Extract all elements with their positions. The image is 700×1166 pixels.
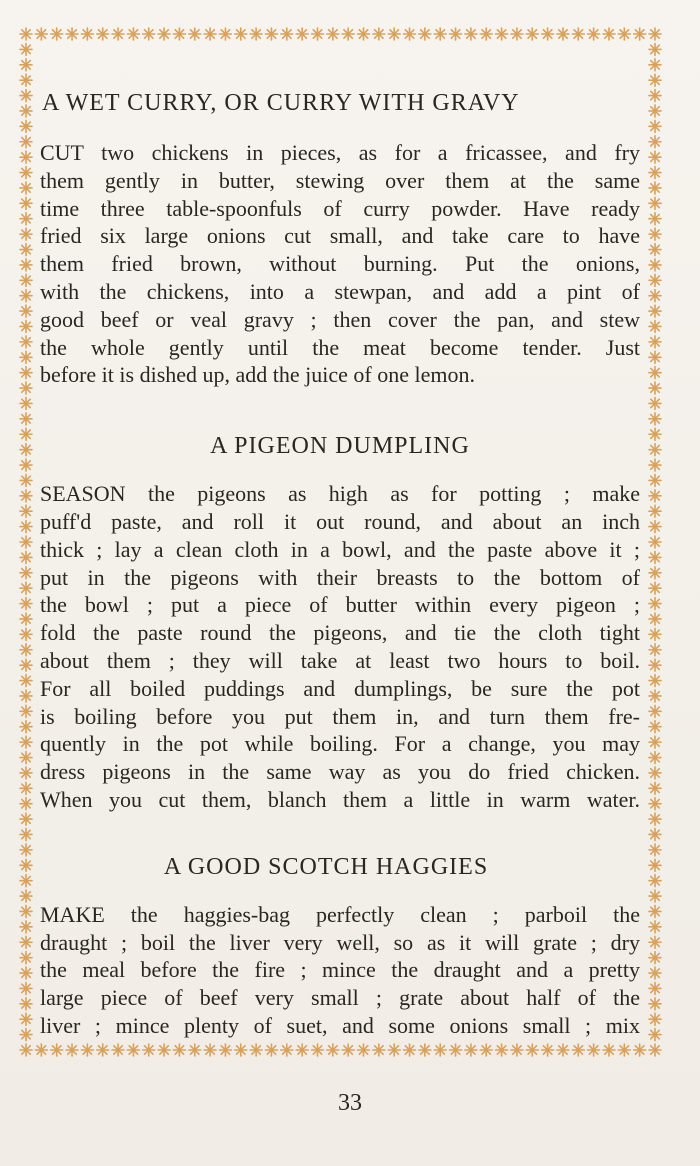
border-ornament	[20, 90, 32, 102]
border-ornament	[649, 28, 661, 40]
border-ornament	[20, 905, 32, 917]
border-ornament	[649, 782, 661, 794]
recipe-title-pigeon-dumpling: A PIGEON DUMPLING	[210, 433, 470, 460]
border-ornament	[20, 998, 32, 1010]
border-ornament	[649, 644, 661, 656]
border-ornament	[20, 290, 32, 302]
border-ornament	[250, 1044, 262, 1056]
border-ornament	[649, 274, 661, 286]
border-ornament	[20, 613, 32, 625]
recipe-body-pigeon-dumpling	[40, 480, 640, 814]
border-ornament	[542, 1044, 554, 1056]
border-ornament	[20, 167, 32, 179]
border-ornament	[20, 582, 32, 594]
border-ornament	[235, 28, 247, 40]
border-ornament	[20, 197, 32, 209]
border-ornament	[81, 1044, 93, 1056]
border-ornament	[97, 28, 109, 40]
border-ornament	[450, 1044, 462, 1056]
border-ornament	[542, 28, 554, 40]
border-ornament	[20, 952, 32, 964]
border-ornament	[20, 151, 32, 163]
page-content	[40, 78, 640, 1040]
text-line: When you cut them, blanch them a little in warm water.	[40, 786, 640, 812]
border-ornament	[450, 28, 462, 40]
border-ornament	[158, 28, 170, 40]
border-ornament	[342, 1044, 354, 1056]
border-ornament	[649, 659, 661, 671]
text-line: before it is dished up, add the juice of one lemon.	[40, 362, 475, 388]
border-ornament	[649, 413, 661, 425]
border-ornament	[20, 721, 32, 733]
border-ornament	[388, 28, 400, 40]
border-ornament	[649, 1013, 661, 1025]
text-line: liver ; mince plenty of suet, and some onions small ; mix	[40, 1012, 640, 1038]
border-ornament	[204, 1044, 216, 1056]
border-ornament	[603, 1044, 615, 1056]
border-ornament	[20, 228, 32, 240]
border-ornament	[281, 28, 293, 40]
border-ornament	[649, 428, 661, 440]
border-ornament	[649, 982, 661, 994]
border-ornament	[265, 1044, 277, 1056]
text-line: thick ; lay a clean cloth in a bowl, and the paste above it ;	[40, 536, 640, 562]
border-ornament	[311, 1044, 323, 1056]
text-line: is boiling before you put them in, and turn them fre-	[40, 703, 640, 729]
text-line: put in the pigeons with their breasts to the bottom of	[40, 564, 640, 590]
border-ornament	[311, 28, 323, 40]
recipe-title-wet-curry: A WET CURRY, OR CURRY WITH GRAVY	[42, 90, 520, 116]
border-ornament	[511, 28, 523, 40]
border-ornament	[51, 28, 63, 40]
border-ornament	[20, 936, 32, 948]
border-ornament	[373, 1044, 385, 1056]
text-line: CUT two chickens in pieces, as for a fricassee, and fry	[40, 140, 640, 165]
border-ornament	[496, 1044, 508, 1056]
border-ornament	[20, 136, 32, 148]
text-line: with the chickens, into a stewpan, and add a pint of	[40, 278, 640, 304]
border-ornament	[20, 490, 32, 502]
text-line: large piece of beef very small ; grate about half of the	[40, 985, 640, 1011]
border-ornament	[97, 1044, 109, 1056]
border-ornament	[112, 1044, 124, 1056]
border-ornament	[649, 367, 661, 379]
border-ornament	[649, 197, 661, 209]
border-ornament	[20, 644, 32, 656]
border-ornament	[649, 567, 661, 579]
text-line: dress pigeons in the same way as you do fried chicken.	[40, 759, 640, 785]
border-ornament	[404, 28, 416, 40]
border-ornament	[649, 767, 661, 779]
text-line: quently in the pot while boiling. For a change, you may	[40, 731, 640, 757]
border-ornament	[649, 290, 661, 302]
border-ornament	[649, 90, 661, 102]
border-ornament	[20, 382, 32, 394]
border-ornament	[20, 598, 32, 610]
border-ornament	[20, 921, 32, 933]
border-ornament	[649, 259, 661, 271]
page-number: 33	[338, 1090, 362, 1116]
border-ornament	[480, 1044, 492, 1056]
border-ornament	[634, 28, 646, 40]
border-ornament	[480, 28, 492, 40]
border-ornament	[35, 28, 47, 40]
border-ornament	[572, 1044, 584, 1056]
border-ornament	[649, 798, 661, 810]
border-ornament	[618, 1044, 630, 1056]
border-ornament	[20, 59, 32, 71]
border-ornament	[173, 28, 185, 40]
border-ornament	[649, 675, 661, 687]
border-ornament	[281, 1044, 293, 1056]
border-ornament	[526, 1044, 538, 1056]
border-ornament	[526, 28, 538, 40]
border-ornament	[20, 320, 32, 332]
border-ornament	[20, 459, 32, 471]
border-ornament	[265, 28, 277, 40]
text-line: MAKE the haggies-bag perfectly clean ; parboil the	[40, 901, 640, 927]
border-ornament	[649, 105, 661, 117]
border-ornament	[296, 28, 308, 40]
border-ornament	[404, 1044, 416, 1056]
border-ornament	[20, 305, 32, 317]
border-ornament	[20, 213, 32, 225]
border-ornament	[649, 890, 661, 902]
border-ornament	[204, 28, 216, 40]
text-line: the meal before the fire ; mince the draught and a pretty	[40, 957, 640, 983]
border-ornament	[20, 767, 32, 779]
border-ornament	[588, 28, 600, 40]
border-ornament	[219, 1044, 231, 1056]
border-ornament	[20, 367, 32, 379]
border-ornament	[20, 351, 32, 363]
border-ornament	[649, 182, 661, 194]
text-line: fried six large onions cut small, and take care to have	[40, 223, 640, 249]
border-ornament	[250, 28, 262, 40]
border-ornament	[649, 120, 661, 132]
border-ornament	[649, 490, 661, 502]
border-ornament	[649, 998, 661, 1010]
border-ornament	[434, 28, 446, 40]
border-ornament	[649, 74, 661, 86]
text-line: time three table-spoonfuls of curry powder. Have ready	[40, 195, 640, 221]
border-ornament	[649, 305, 661, 317]
border-ornament	[649, 828, 661, 840]
border-ornament	[373, 28, 385, 40]
border-ornament	[20, 1013, 32, 1025]
border-ornament	[649, 59, 661, 71]
border-ornament	[649, 43, 661, 55]
border-ornament	[649, 228, 661, 240]
border-ornament	[20, 551, 32, 563]
border-ornament	[649, 721, 661, 733]
border-ornament	[342, 28, 354, 40]
text-line: about them ; they will take at least two hours to boil.	[40, 647, 640, 673]
border-ornament	[20, 444, 32, 456]
border-ornament	[649, 613, 661, 625]
border-ornament	[66, 28, 78, 40]
border-ornament	[20, 120, 32, 132]
border-ornament	[649, 244, 661, 256]
border-ornament	[649, 167, 661, 179]
border-ornament	[557, 28, 569, 40]
border-ornament	[388, 1044, 400, 1056]
border-ornament	[112, 28, 124, 40]
border-ornament	[649, 521, 661, 533]
border-ornament	[572, 28, 584, 40]
border-ornament	[81, 28, 93, 40]
border-ornament	[649, 875, 661, 887]
text-line: them gently in butter, stewing over them at the same	[40, 167, 640, 193]
border-ornament	[189, 28, 201, 40]
border-ornament	[20, 782, 32, 794]
border-ornament	[649, 736, 661, 748]
border-ornament	[20, 1029, 32, 1041]
recipe-title-scotch-haggies: A GOOD SCOTCH HAGGIES	[163, 853, 489, 880]
border-ornament	[35, 1044, 47, 1056]
border-ornament	[20, 397, 32, 409]
border-ornament	[649, 320, 661, 332]
border-ornament	[20, 690, 32, 702]
border-ornament	[20, 74, 32, 86]
border-ornament	[649, 628, 661, 640]
border-ornament	[20, 536, 32, 548]
border-ornament	[51, 1044, 63, 1056]
border-ornament	[20, 752, 32, 764]
border-ornament	[649, 752, 661, 764]
border-ornament	[649, 1029, 661, 1041]
border-ornament	[496, 28, 508, 40]
border-ornament	[20, 659, 32, 671]
border-ornament	[649, 813, 661, 825]
border-ornament	[634, 1044, 646, 1056]
border-ornament	[127, 28, 139, 40]
border-ornament	[189, 1044, 201, 1056]
border-ornament	[649, 505, 661, 517]
border-ornament	[127, 1044, 139, 1056]
border-ornament	[649, 136, 661, 148]
text-line: SEASON the pigeons as high as for potting ; make	[40, 481, 640, 507]
border-ornament	[327, 28, 339, 40]
text-line: good beef or veal gravy ; then cover the pan, and stew	[40, 306, 640, 332]
text-line: draught ; boil the liver very well, so as it will grate ; dry	[40, 929, 640, 955]
text-line: them fried brown, without burning. Put the onions,	[40, 251, 640, 277]
border-ornament	[20, 521, 32, 533]
border-ornament	[20, 428, 32, 440]
border-ornament	[649, 905, 661, 917]
border-ornament	[649, 382, 661, 394]
border-ornament	[20, 982, 32, 994]
border-ornament	[20, 28, 32, 40]
border-ornament	[557, 1044, 569, 1056]
border-ornament	[20, 336, 32, 348]
border-ornament	[20, 1044, 32, 1056]
border-ornament	[465, 28, 477, 40]
border-ornament	[649, 582, 661, 594]
text-line: puff'd paste, and roll it out round, and about an inch	[40, 508, 640, 534]
border-ornament	[618, 28, 630, 40]
border-ornament	[20, 736, 32, 748]
border-ornament	[20, 798, 32, 810]
border-ornament	[649, 859, 661, 871]
border-ornament	[66, 1044, 78, 1056]
text-line: fold the paste round the pigeons, and tie the cloth tight	[40, 620, 640, 646]
border-ornament	[235, 1044, 247, 1056]
border-ornament	[20, 705, 32, 717]
border-ornament	[649, 952, 661, 964]
border-ornament	[649, 551, 661, 563]
border-ornament	[20, 182, 32, 194]
border-ornament	[20, 967, 32, 979]
border-ornament	[419, 28, 431, 40]
border-ornament	[649, 844, 661, 856]
border-ornament	[465, 1044, 477, 1056]
border-ornament	[20, 244, 32, 256]
border-ornament	[649, 336, 661, 348]
border-ornament	[588, 1044, 600, 1056]
border-ornament	[173, 1044, 185, 1056]
border-ornament	[358, 1044, 370, 1056]
border-ornament	[649, 936, 661, 948]
border-ornament	[20, 675, 32, 687]
border-ornament	[20, 567, 32, 579]
border-ornament	[649, 474, 661, 486]
border-ornament	[20, 628, 32, 640]
border-ornament	[20, 274, 32, 286]
border-ornament	[649, 151, 661, 163]
border-ornament	[358, 28, 370, 40]
border-ornament	[649, 213, 661, 225]
border-ornament	[649, 690, 661, 702]
border-ornament	[649, 444, 661, 456]
border-ornament	[296, 1044, 308, 1056]
border-ornament	[649, 967, 661, 979]
border-ornament	[649, 397, 661, 409]
recipe-body-wet-curry	[40, 139, 640, 389]
border-ornament	[20, 813, 32, 825]
border-ornament	[20, 890, 32, 902]
border-ornament	[511, 1044, 523, 1056]
border-ornament	[20, 505, 32, 517]
border-ornament	[419, 1044, 431, 1056]
border-ornament	[143, 1044, 155, 1056]
border-ornament	[20, 43, 32, 55]
border-ornament	[20, 413, 32, 425]
border-ornament	[649, 705, 661, 717]
text-line: For all boiled puddings and dumplings, be sure the pot	[40, 675, 640, 701]
text-line: the whole gently until the meat become tender. Just	[40, 334, 640, 360]
border-ornament	[434, 1044, 446, 1056]
border-ornament	[649, 459, 661, 471]
border-ornament	[327, 1044, 339, 1056]
border-ornament	[158, 1044, 170, 1056]
border-ornament	[649, 921, 661, 933]
border-ornament	[649, 536, 661, 548]
border-ornament	[20, 259, 32, 271]
border-ornament	[603, 28, 615, 40]
border-ornament	[20, 105, 32, 117]
border-ornament	[649, 351, 661, 363]
border-ornament	[219, 28, 231, 40]
border-ornament	[20, 474, 32, 486]
border-ornament	[649, 1044, 661, 1056]
border-ornament	[20, 828, 32, 840]
border-ornament	[649, 598, 661, 610]
border-ornament	[143, 28, 155, 40]
recipe-body-scotch-haggies	[40, 901, 640, 1040]
text-line: the bowl ; put a piece of butter within every pigeon ;	[40, 592, 640, 618]
